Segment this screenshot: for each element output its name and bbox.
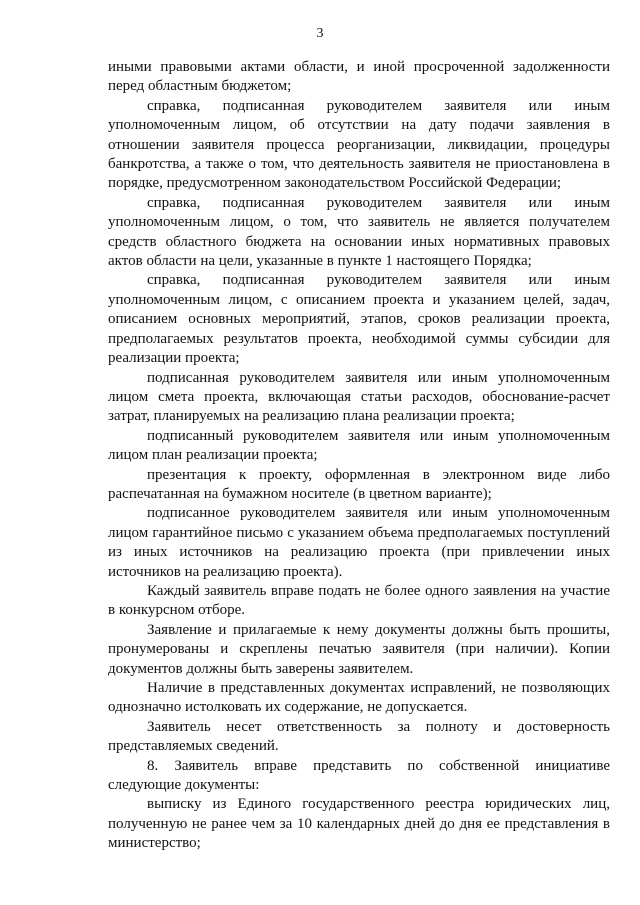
paragraph: справка, подписанная руководителем заявителя или иным уполномоченным лицом, о том, что заявитель не является получателем средств областного бюджета на основании иных нормативных правовых актов области на цели, указанные в пункте 1 настоящего Порядка;	[108, 194, 610, 270]
paragraph: Каждый заявитель вправе подать не более одного заявления на участие в конкурсном отборе.	[108, 582, 610, 619]
paragraph: Заявление и прилагаемые к нему документы должны быть прошиты, пронумерованы и скреплены печатью заявителя (при наличии). Копии документов должны быть заверены заявителем.	[108, 621, 610, 677]
paragraph: справка, подписанная руководителем заявителя или иным уполномоченным лицом, об отсутствии на дату подачи заявления в отношении заявителя процесса реорганизации, ликвидации, процедуры банкротства, а также о том, что деятельность заявителя не приостановлена в порядке, предусмотренном законодательством Российской Федерации;	[108, 97, 610, 192]
paragraph: Заявитель несет ответственность за полноту и достоверность представляемых сведений.	[108, 718, 610, 755]
paragraph: Наличие в представленных документах исправлений, не позволяющих однозначно истолковать их содержание, не допускается.	[108, 680, 610, 716]
document-body	[108, 58, 610, 854]
paragraph: подписанная руководителем заявителя или иным уполномоченным лицом смета проекта, включающая статьи расходов, обоснование-расчет затрат, планируемых на реализацию плана реализации проекта;	[108, 369, 610, 425]
paragraph-numbered: 8. Заявитель вправе представить по собственной инициативе следующие документы:	[108, 757, 610, 794]
paragraph: подписанное руководителем заявителя или иным уполномоченным лицом гарантийное письмо с указанием объема предполагаемых поступлений из иных источников на реализацию проекта (при привлечении иных источников на реализацию проекта).	[108, 505, 610, 580]
page-number: 3	[316, 26, 324, 41]
paragraph: подписанный руководителем заявителя или иным уполномоченным лицом план реализации проекта;	[108, 427, 610, 464]
paragraph: презентация к проекту, оформленная в электронном виде либо распечатанная на бумажном носителе (в цветном варианте);	[108, 466, 610, 502]
paragraph: справка, подписанная руководителем заявителя или иным уполномоченным лицом, с описанием проекта и указанием целей, задач, описанием основных мероприятий, этапов, сроков реализации проекта, предполагаемых результатов проекта, необходимой суммы субсидии для реализации проекта;	[108, 272, 610, 367]
paragraph-continuation: иными правовыми актами области, и иной просроченной задолженности перед областным бюджетом;	[108, 59, 610, 95]
paragraph: выписку из Единого государственного реестра юридических лиц, полученную не ранее чем за 10 календарных дней до дня ее представления в министерство;	[108, 796, 610, 852]
